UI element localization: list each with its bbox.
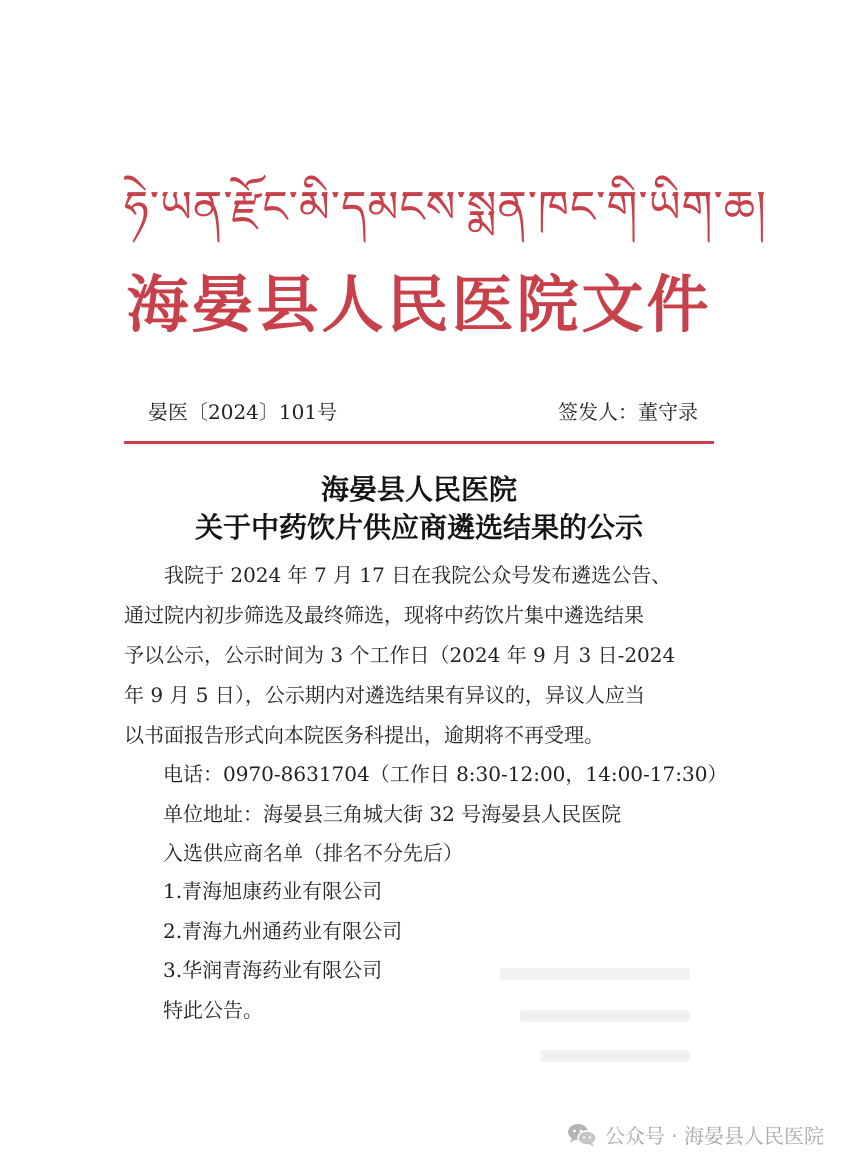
supplier-list-item: 2.青海九州通药业有限公司	[163, 919, 403, 943]
bleed-through-mark	[540, 1050, 690, 1062]
document-number: 晏医〔2024〕101号	[148, 400, 338, 424]
issuer-signature: 签发人：董守录	[558, 400, 698, 424]
red-divider-rule	[124, 441, 714, 444]
wechat-icon	[567, 1122, 597, 1148]
supplier-list-item: 1.青海旭康药业有限公司	[163, 879, 383, 903]
supplier-list-heading: 入选供应商名单（排名不分先后）	[163, 841, 463, 865]
body-line: 予以公示，公示时间为 3 个工作日（2024 年 9 月 3 日-2024	[124, 643, 676, 667]
notice-title-line-2: 关于中药饮片供应商遴选结果的公示	[194, 511, 643, 544]
document-header-title: 海晏县人民医院文件	[126, 268, 712, 341]
contact-address: 单位地址：海晏县三角城大街 32 号海晏县人民医院	[163, 802, 622, 826]
account-watermark	[567, 1120, 824, 1149]
body-line: 我院于 2024 年 7 月 17 日在我院公众号发布遴选公告、	[124, 563, 672, 587]
watermark-text: 公众号 · 海晏县人民医院	[604, 1124, 824, 1148]
notice-title-line-1: 海晏县人民医院	[320, 473, 517, 506]
bleed-through-mark	[520, 1010, 690, 1022]
notice-body-paragraph	[124, 555, 714, 755]
body-line: 通过院内初步筛选及最终筛选，现将中药饮片集中遴选结果	[124, 603, 644, 627]
contact-phone: 电话：0970-8631704（工作日 8:30-12:00，14:00-17:30）	[163, 762, 728, 786]
closing-statement: 特此公告。	[163, 998, 263, 1022]
body-line: 年 9 月 5 日），公示期内对遴选结果有异议的，异议人应当	[124, 683, 645, 707]
body-line: 以书面报告形式向本院医务科提出，逾期将不再受理。	[124, 723, 604, 747]
bleed-through-mark	[500, 968, 690, 980]
supplier-list-item: 3.华润青海药业有限公司	[163, 958, 383, 982]
tibetan-header-title: ཧེ་ཡན་རྫོང་མི་དམངས་སྨན་ཁང་གི་ཡིག་ཆ།	[124, 182, 767, 233]
